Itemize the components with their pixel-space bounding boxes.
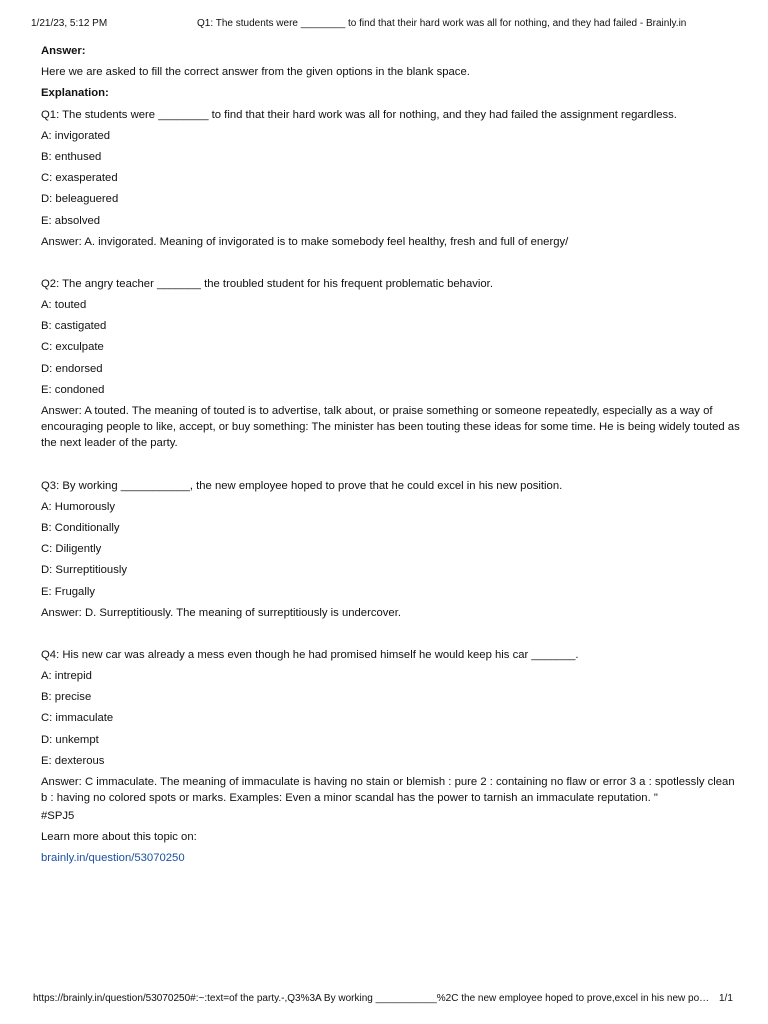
spacer <box>41 458 741 479</box>
answer-heading: Answer: <box>41 45 86 57</box>
option-d: D: endorsed <box>41 362 103 375</box>
option-c: C: exculpate <box>41 341 104 354</box>
option-a: A: intrepid <box>41 670 92 683</box>
option-a: A: touted <box>41 299 87 312</box>
answer-text: Answer: A touted. The meaning of touted is to advertise, talk about, or praise something or someone repeatedly, especially as a way of encouraging people to like, accept, or buy something: The minister has been touting these ideas for some time. He is being widely touted as the next leader of the party. <box>41 405 740 449</box>
question-block-q4 <box>41 648 741 807</box>
question-block-q2 <box>41 277 741 452</box>
question-text: Q1: The students were ________ to find that their hard work was all for nothing, and they had failed the assignment regardless. <box>41 108 677 121</box>
spacer <box>41 627 741 648</box>
question-text: Q4: His new car was already a mess even though he had promised himself he would keep his car _______. <box>41 648 579 661</box>
option-c: C: immaculate <box>41 712 114 725</box>
option-c: C: exasperated <box>41 172 118 185</box>
answer-text: Answer: A. invigorated. Meaning of invigorated is to make somebody feel healthy, fresh and full of energy/ <box>41 235 569 248</box>
option-a: A: invigorated <box>41 129 111 142</box>
page-number: 1/1 <box>719 993 733 1004</box>
question-text: Q3: By working ___________, the new employee hoped to prove that he could excel in his new position. <box>41 479 563 492</box>
answer-intro-text: Here we are asked to fill the correct answer from the given options in the blank space. <box>41 66 470 79</box>
question-block-q3 <box>41 479 741 621</box>
question-text: Q2: The angry teacher _______ the troubled student for his frequent problematic behavior. <box>41 277 493 290</box>
print-footer <box>0 993 768 1007</box>
option-e: E: condoned <box>41 383 105 396</box>
print-page-title: Q1: The students were ________ to find that their hard work was all for nothing, and they had failed - Brainly.in <box>197 18 687 29</box>
option-b: B: castigated <box>41 320 107 333</box>
question-block-q1 <box>41 108 741 250</box>
print-datetime: 1/21/23, 5:12 PM <box>31 18 108 29</box>
option-e: E: dexterous <box>41 754 105 767</box>
option-b: B: precise <box>41 691 92 704</box>
option-d: D: beleaguered <box>41 193 119 206</box>
option-a: A: Humorously <box>41 500 116 513</box>
spacer <box>41 256 741 277</box>
answer-content <box>41 44 741 872</box>
option-d: D: unkempt <box>41 733 99 746</box>
hashtag: #SPJ5 <box>41 809 75 822</box>
option-e: E: absolved <box>41 214 101 227</box>
option-c: C: Diligently <box>41 543 102 556</box>
print-header <box>0 18 768 32</box>
learn-more-label: Learn more about this topic on: <box>41 830 197 843</box>
answer-text: Answer: C immaculate. The meaning of immaculate is having no stain or blemish : pure 2 : containing no flaw or error 3 a : spotlessly clean b : having no colored spots or marks. Examples: Even a minor scandal has the power to tarnish an immaculate reputation. " <box>41 776 735 804</box>
explanation-heading: Explanation: <box>41 87 109 100</box>
option-b: B: Conditionally <box>41 521 120 534</box>
print-url: https://brainly.in/question/53070250#:~:text=of the party.-,Q3%3A By working ___________%2C the new employee hoped to prove,excel in his new po… <box>33 993 710 1004</box>
answer-text: Answer: D. Surreptitiously. The meaning of surreptitiously is undercover. <box>41 606 401 619</box>
option-e: E: Frugally <box>41 585 95 598</box>
related-question-link[interactable]: brainly.in/question/53070250 <box>41 851 185 864</box>
option-d: D: Surreptitiously <box>41 564 128 577</box>
option-b: B: enthused <box>41 150 102 163</box>
